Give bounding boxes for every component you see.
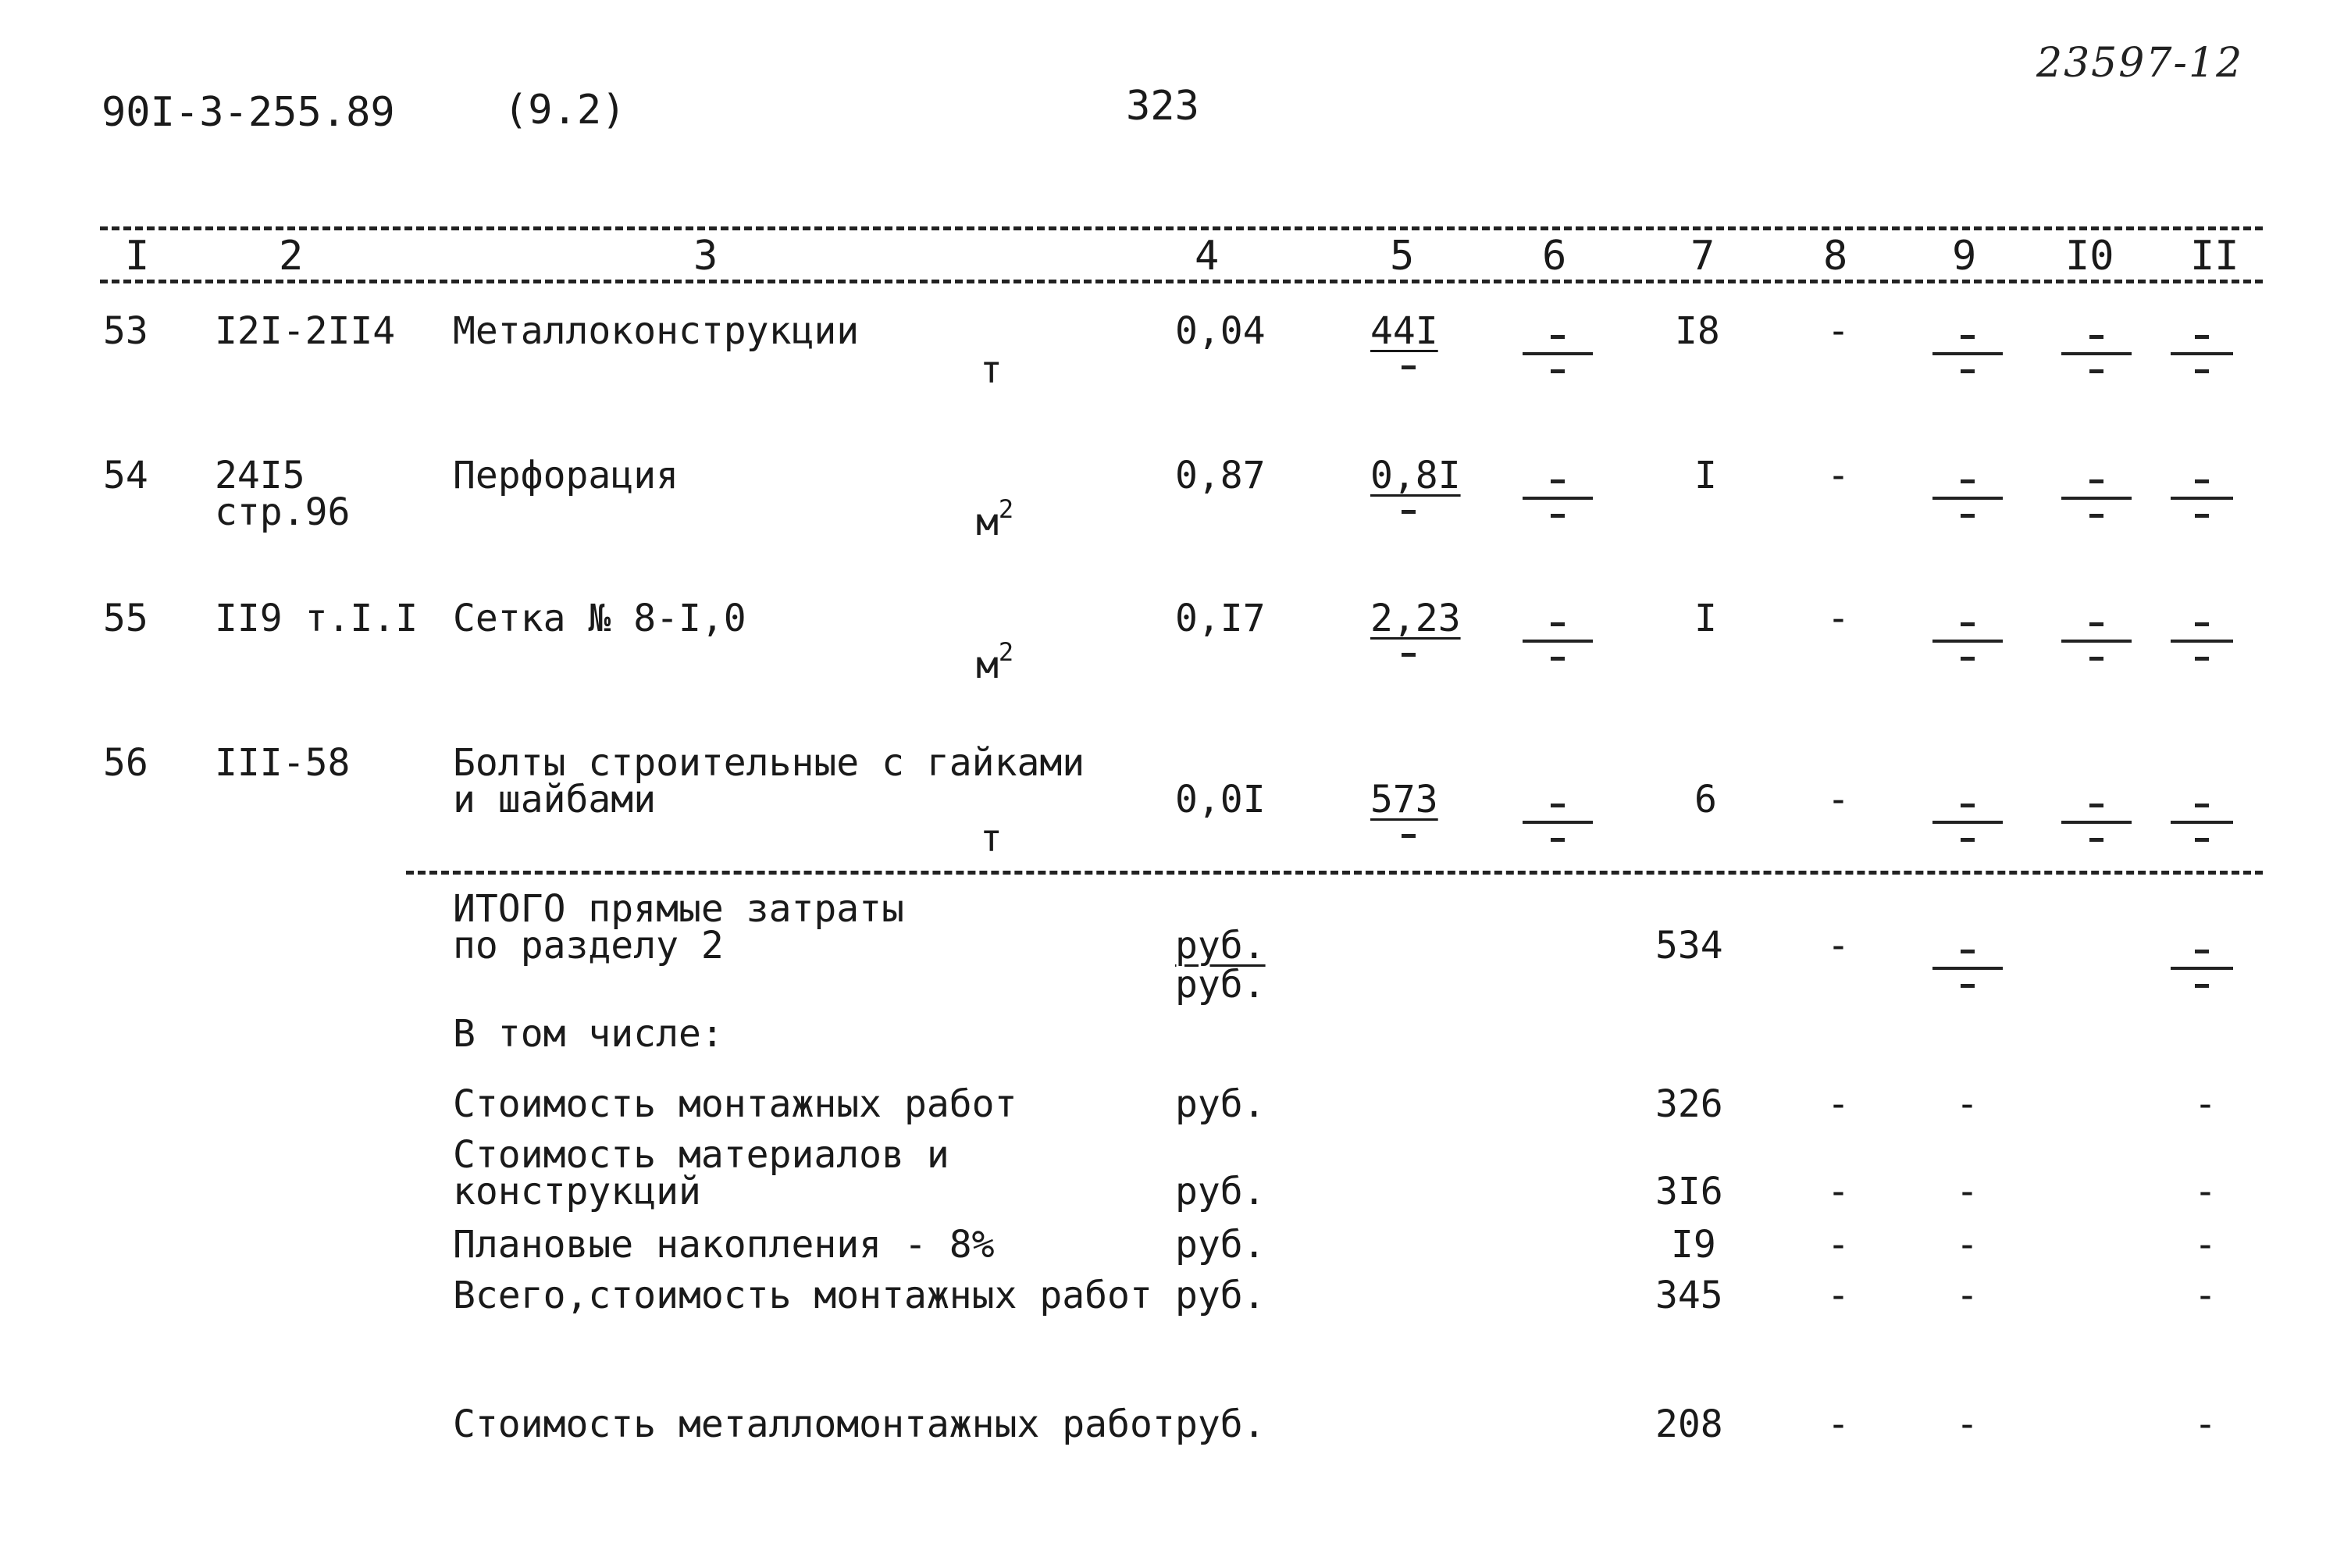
row-code: III-58	[215, 741, 351, 785]
summary-col11: -	[2194, 1082, 2217, 1126]
row-price: 573	[1370, 778, 1438, 821]
summary-col8: -	[1827, 1170, 1850, 1213]
row-code: I2I-2II4	[215, 309, 396, 353]
col-header-6: 6	[1542, 233, 1567, 280]
totals-unit-top: руб.	[1175, 924, 1266, 968]
row-col7: I	[1694, 454, 1717, 497]
row-price: 0,8I	[1370, 454, 1461, 497]
col-header-5: 5	[1390, 233, 1415, 280]
row-col8: -	[1827, 597, 1850, 640]
col11-fraction-dash	[2171, 332, 2233, 379]
price-sub-dash	[1402, 834, 1416, 838]
summary-unit: руб.	[1175, 1274, 1266, 1317]
summary-col9: -	[1956, 1223, 1979, 1267]
row-code-page: стр.96	[215, 490, 351, 534]
unit-superscript: 2	[998, 637, 1014, 667]
summary-col8: -	[1827, 1274, 1850, 1317]
row-number: 53	[103, 309, 148, 353]
summary-col11: -	[2194, 1170, 2217, 1213]
col9-fraction-dash	[1932, 619, 2003, 666]
row-name: Металлоконструкции	[453, 309, 860, 353]
price-sub-dash	[1402, 365, 1416, 369]
unit-base: м	[976, 501, 999, 544]
col11-fraction-dash	[2171, 476, 2233, 523]
unit-superscript: 2	[998, 494, 1014, 524]
summary-col7: I9	[1671, 1223, 1716, 1267]
row-col7: I8	[1675, 309, 1720, 353]
row-unit	[976, 494, 1014, 544]
col-header-9: 9	[1952, 233, 1977, 280]
col6-fraction-dash	[1523, 800, 1593, 847]
col-header-8: 8	[1823, 233, 1848, 280]
price-sub-dash	[1402, 510, 1416, 514]
totals-col7: 534	[1655, 924, 1723, 968]
totals-unit-bottom: руб.	[1175, 963, 1266, 1007]
totals-label: ИТОГО прямые затраты	[453, 887, 904, 931]
row-name: Перфорация	[453, 454, 679, 497]
summary-col7: 208	[1655, 1402, 1723, 1446]
col-header-1: I	[125, 233, 150, 280]
row-name: Сетка № 8-I,0	[453, 597, 746, 640]
col-header-2: 2	[279, 233, 304, 280]
row-unit: т	[980, 348, 1003, 392]
summary-col9: -	[1956, 1082, 1979, 1126]
summary-unit: руб.	[1175, 1223, 1266, 1267]
col11-fraction-dash	[2171, 800, 2233, 847]
summary-col9: -	[1956, 1402, 1979, 1446]
summary-unit: руб.	[1175, 1170, 1266, 1213]
col10-fraction-dash	[2061, 332, 2132, 379]
summary-col11: -	[2194, 1223, 2217, 1267]
row-quantity: 0,I7	[1175, 597, 1266, 640]
row-col7: I	[1694, 597, 1717, 640]
summary-col11: -	[2194, 1274, 2217, 1317]
header-bottom-rule	[100, 280, 2263, 283]
row-number: 55	[103, 597, 148, 640]
col9-fraction-dash	[1932, 476, 2003, 523]
row-code: II9 т.I.I	[215, 597, 419, 640]
summary-col7: 345	[1655, 1274, 1723, 1317]
including-label: В том числе:	[453, 1012, 724, 1056]
col9-fraction-dash	[1932, 332, 2003, 379]
row-unit: т	[980, 817, 1003, 861]
col-header-11: II	[2190, 233, 2239, 280]
row-price: 44I	[1370, 309, 1438, 353]
col-header-7: 7	[1690, 233, 1715, 280]
row-number: 56	[103, 741, 148, 785]
col9-fraction-dash	[1932, 800, 2003, 847]
summary-unit: руб.	[1175, 1082, 1266, 1126]
row-quantity: 0,87	[1175, 454, 1266, 497]
col11-fraction-dash	[2171, 619, 2233, 666]
handwritten-reference: 23597-12	[2036, 40, 2244, 87]
col11-fraction-dash	[2171, 946, 2233, 993]
summary-label: Всего,стоимость монтажных работ	[453, 1274, 1152, 1317]
totals-col8: -	[1827, 924, 1850, 968]
table-top-rule	[100, 226, 2263, 230]
totals-label-continued: по разделу 2	[453, 924, 724, 968]
page-number: 323	[1126, 83, 1199, 130]
row-code: 24I5	[215, 454, 305, 497]
summary-label: Стоимость монтажных работ	[453, 1082, 1017, 1126]
totals-separator-rule	[406, 871, 2263, 875]
col10-fraction-dash	[2061, 476, 2132, 523]
col-header-10: I0	[2065, 233, 2114, 280]
price-sub-dash	[1402, 653, 1416, 657]
row-quantity: 0,0I	[1175, 778, 1266, 821]
summary-col8: -	[1827, 1402, 1850, 1446]
row-col8: -	[1827, 778, 1850, 821]
summary-label: Стоимость металломонтажных работ	[453, 1402, 1175, 1446]
col6-fraction-dash	[1523, 332, 1593, 379]
row-col8: -	[1827, 454, 1850, 497]
summary-col8: -	[1827, 1082, 1850, 1126]
row-number: 54	[103, 454, 148, 497]
summary-col8: -	[1827, 1223, 1850, 1267]
col6-fraction-dash	[1523, 619, 1593, 666]
unit-base: м	[976, 643, 999, 687]
summary-label: Стоимость материалов и	[453, 1133, 949, 1177]
row-name: Болты строительные с гайками	[453, 741, 1085, 785]
col10-fraction-dash	[2061, 800, 2132, 847]
row-price: 2,23	[1370, 597, 1461, 640]
section-number: (9.2)	[504, 87, 626, 134]
row-quantity: 0,04	[1175, 309, 1266, 353]
summary-col7: 3I6	[1655, 1170, 1723, 1213]
doc-code: 90I-3-255.89	[102, 89, 395, 136]
summary-col9: -	[1956, 1274, 1979, 1317]
summary-col9: -	[1956, 1170, 1979, 1213]
col6-fraction-dash	[1523, 476, 1593, 523]
row-col7: 6	[1694, 778, 1717, 821]
row-unit	[976, 637, 1014, 687]
summary-unit: руб.	[1175, 1402, 1266, 1446]
col-header-3: 3	[693, 233, 718, 280]
summary-label: Плановые накопления - 8%	[453, 1223, 995, 1267]
row-col8: -	[1827, 309, 1850, 353]
summary-col11: -	[2194, 1402, 2217, 1446]
summary-col7: 326	[1655, 1082, 1723, 1126]
col-header-4: 4	[1195, 233, 1220, 280]
summary-label-continued: конструкций	[453, 1170, 701, 1213]
col10-fraction-dash	[2061, 619, 2132, 666]
col9-fraction-dash	[1932, 946, 2003, 993]
row-name-continued: и шайбами	[453, 778, 657, 821]
